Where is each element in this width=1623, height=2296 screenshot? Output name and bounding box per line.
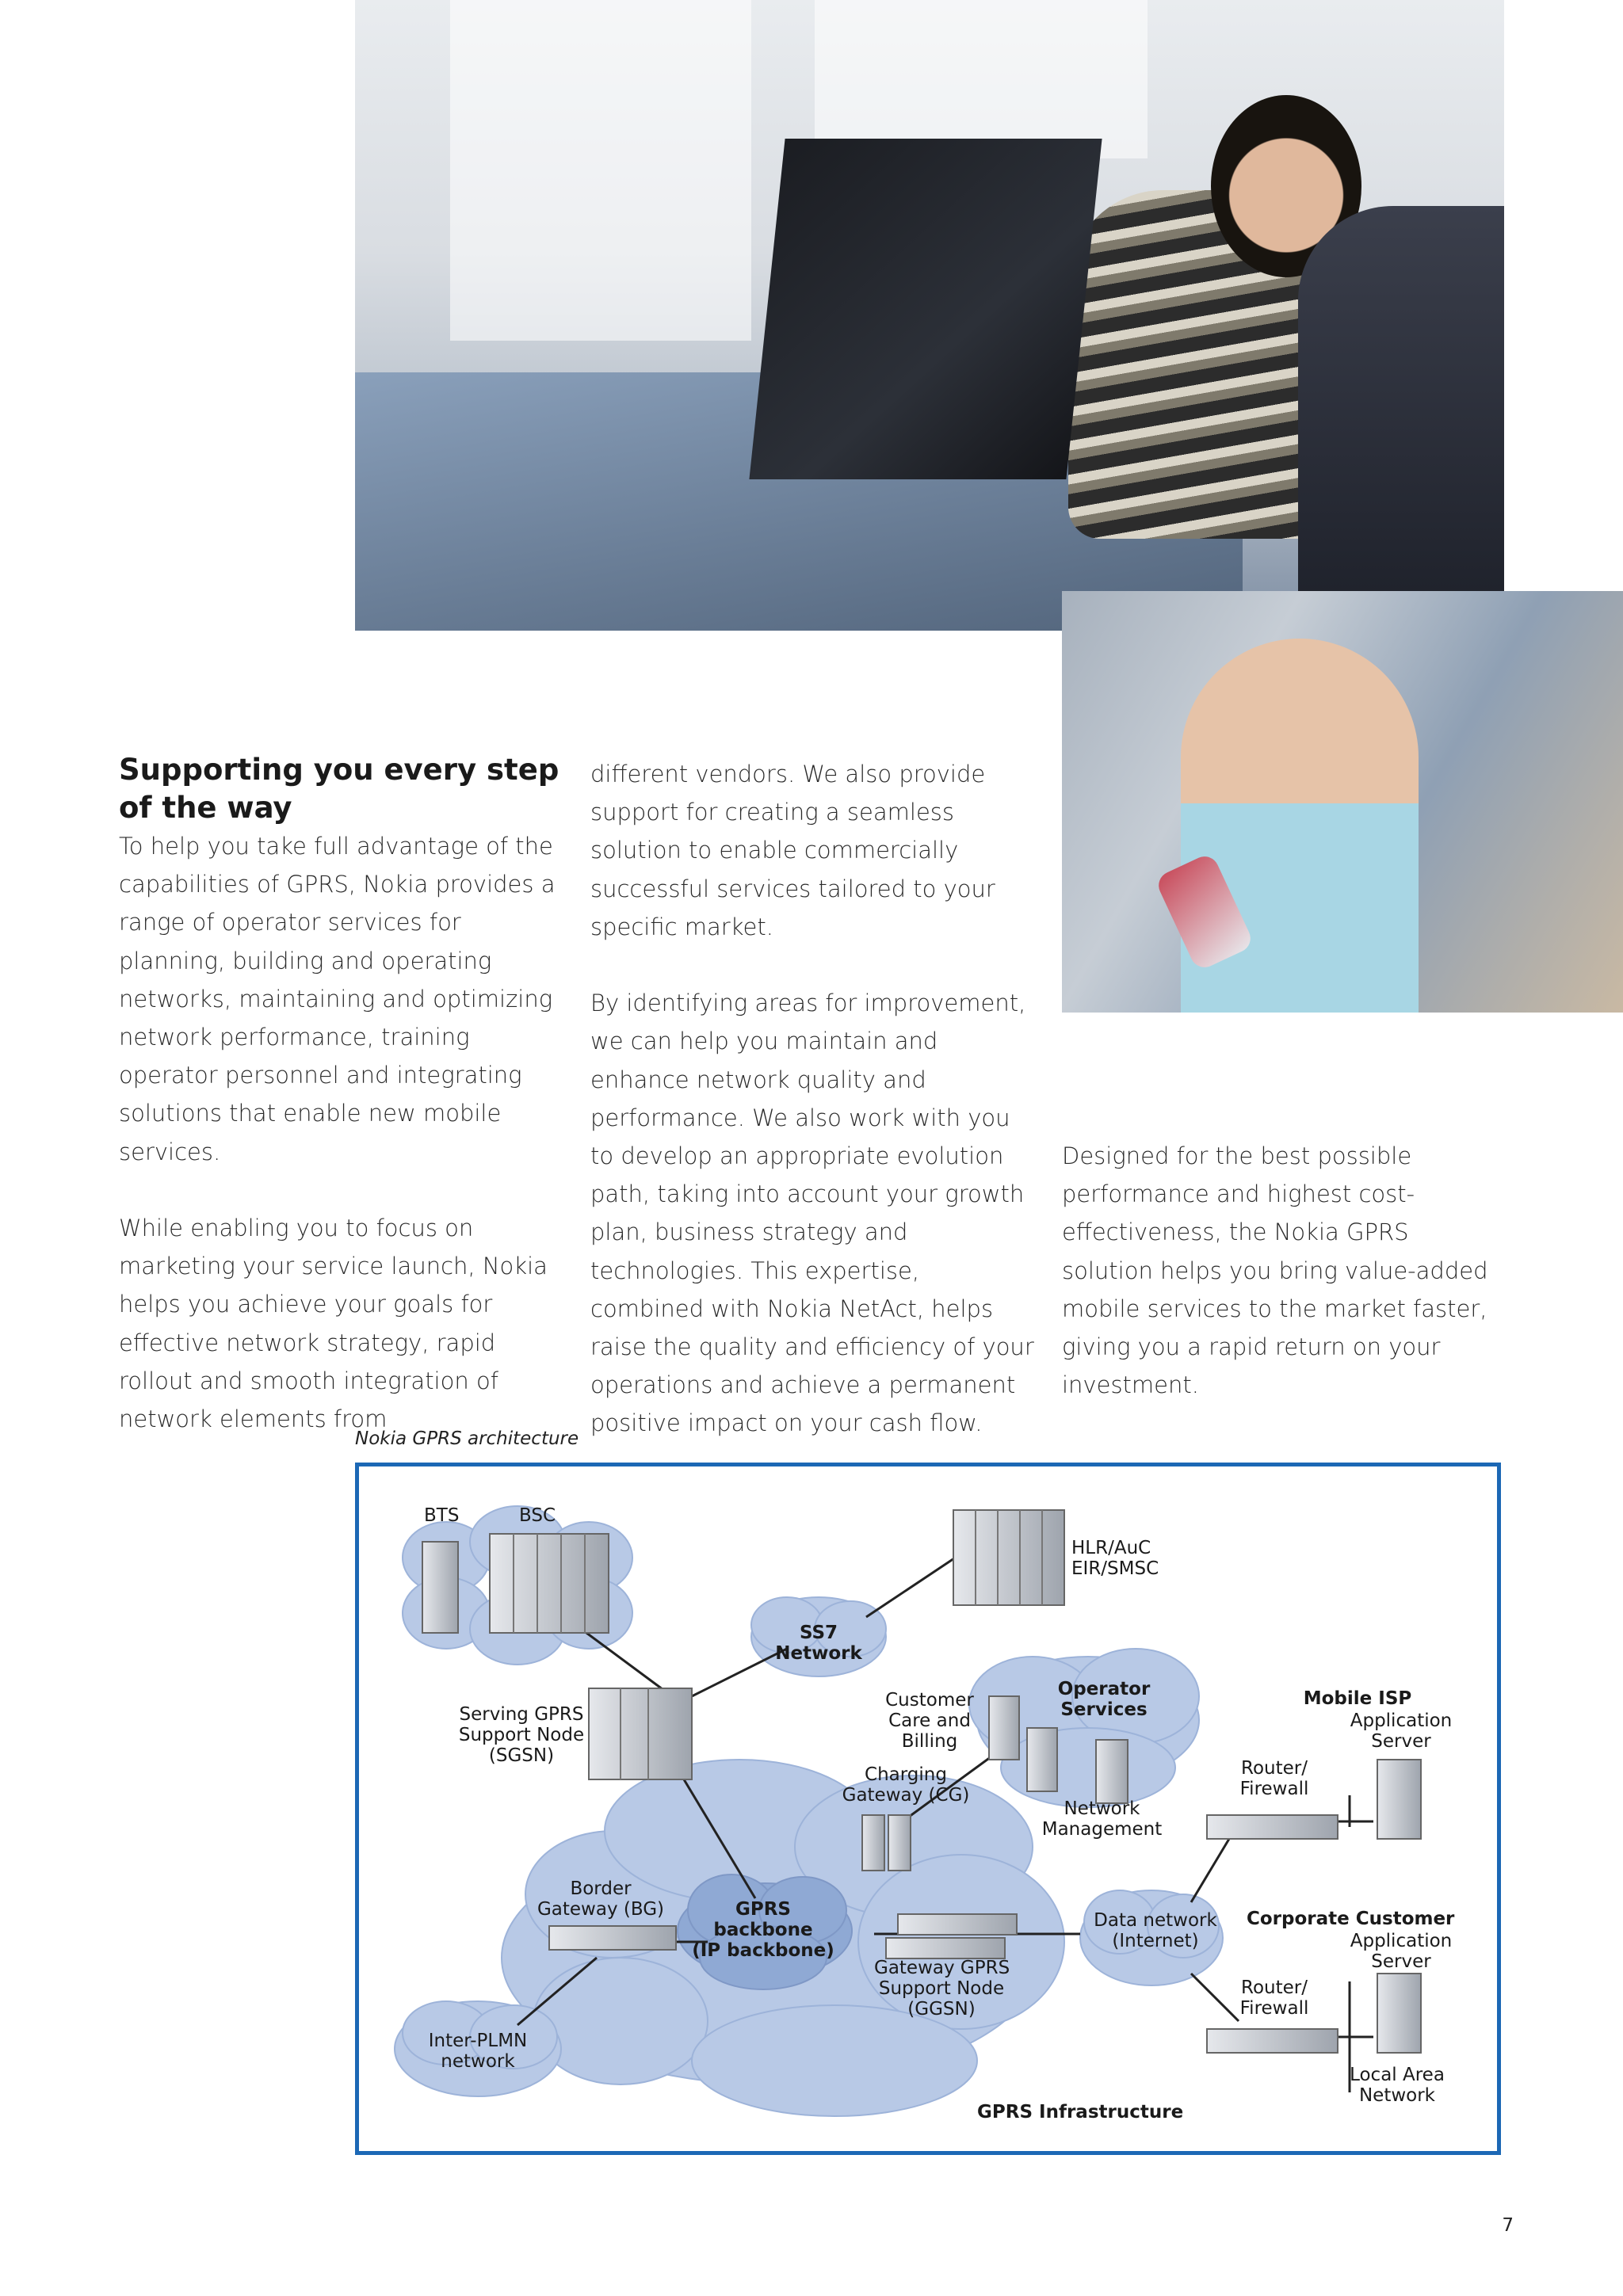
- label-bsc: BSC: [519, 1505, 556, 1526]
- router-firewall-1: [1207, 1815, 1338, 1839]
- label-sgsn: Serving GPRS Support Node (SGSN): [458, 1704, 585, 1766]
- label-corporate-customer: Corporate Customer: [1247, 1909, 1455, 1929]
- left-paragraph-2: While enabling you to focus on marketing your service launch, Nokia helps you achieve your goals for effective network strategy, rapid rollout and smooth integration of network elements from: [119, 1215, 548, 1433]
- label-router-1: Router/ Firewall: [1239, 1758, 1309, 1799]
- section-heading: Supporting you every step of the way: [119, 753, 559, 825]
- label-customer-care: Customer Care and Billing: [885, 1690, 974, 1752]
- middle-column: [590, 755, 1034, 1443]
- middle-paragraph-2: By identifying areas for improvement, we can help you maintain and enhance network quality and performance. We also work with you to develop an appropriate evolution path, taking into account your growth plan, business strategy and technologies. This expertise, combined with Nokia NetAct, helps raise the quality and efficiency of your operations and achieve a permanent positive impact on your cash flow.: [590, 990, 1034, 1437]
- label-router-2: Router/ Firewall: [1239, 1978, 1309, 2019]
- left-column: [119, 751, 563, 1438]
- label-network-management: Network Management: [1041, 1798, 1163, 1840]
- middle-paragraph-1: different vendors. We also provide support for creating a seamless solution to enable commercially successful services tailored to your specific market.: [590, 761, 995, 940]
- label-mobile-isp: Mobile ISP: [1303, 1688, 1412, 1709]
- right-paragraph-1: Designed for the best possible performance and highest cost-effectiveness, the Nokia GPRS solution helps you bring value-added mobile services to the market faster, giving you a rapid return on your investment.: [1062, 1142, 1488, 1399]
- label-gprs-infrastructure: GPRS Infrastructure: [977, 2102, 1184, 2122]
- diagram-caption: Nokia GPRS architecture: [355, 1428, 579, 1449]
- right-column: [1062, 1137, 1506, 1404]
- label-operator-services: Operator Services: [1057, 1679, 1151, 1720]
- label-local-area: Local Area Network: [1350, 2065, 1445, 2106]
- page-number: 7: [1502, 2215, 1514, 2236]
- label-inter-plmn: Inter-PLMN network: [428, 2031, 528, 2072]
- label-ss7: SS7 Network: [775, 1623, 862, 1664]
- label-charging-gateway: Charging Gateway (CG): [842, 1764, 970, 1806]
- label-data-network: Data network (Internet): [1094, 1910, 1217, 1951]
- bts-cabinet: [422, 1542, 458, 1633]
- router-firewall-2: [1207, 2029, 1338, 2053]
- gprs-architecture-diagram: [355, 1463, 1501, 2155]
- app-server-2: [1377, 1974, 1421, 2053]
- label-bts: BTS: [424, 1505, 460, 1526]
- app-server-1: [1377, 1760, 1421, 1839]
- photo-couple-phone: [1062, 591, 1623, 1013]
- label-gprs-backbone: GPRS backbone (IP backbone): [692, 1899, 834, 1961]
- sgsn-cabinet: [589, 1688, 692, 1779]
- bsc-cabinets: [490, 1534, 609, 1633]
- label-hlr: HLR/AuC EIR/SMSC: [1071, 1538, 1159, 1579]
- photo-woman-laptop: [355, 0, 1504, 631]
- label-border-gateway: Border Gateway (BG): [537, 1878, 665, 1920]
- label-app-server-2: Application Server: [1350, 1931, 1453, 1972]
- border-gateway-router: [549, 1926, 676, 1950]
- left-paragraph-1: To help you take full advantage of the capabilities of GPRS, Nokia provides a range of operator services for planning, building and operating networks, maintaining and optimizing network performance, training operator personnel and integrating solutions that enable new mobile services.: [119, 833, 556, 1165]
- label-app-server-1: Application Server: [1350, 1711, 1453, 1752]
- hlr-cabinets: [953, 1510, 1064, 1605]
- label-ggsn: Gateway GPRS Support Node (GGSN): [874, 1958, 1010, 2019]
